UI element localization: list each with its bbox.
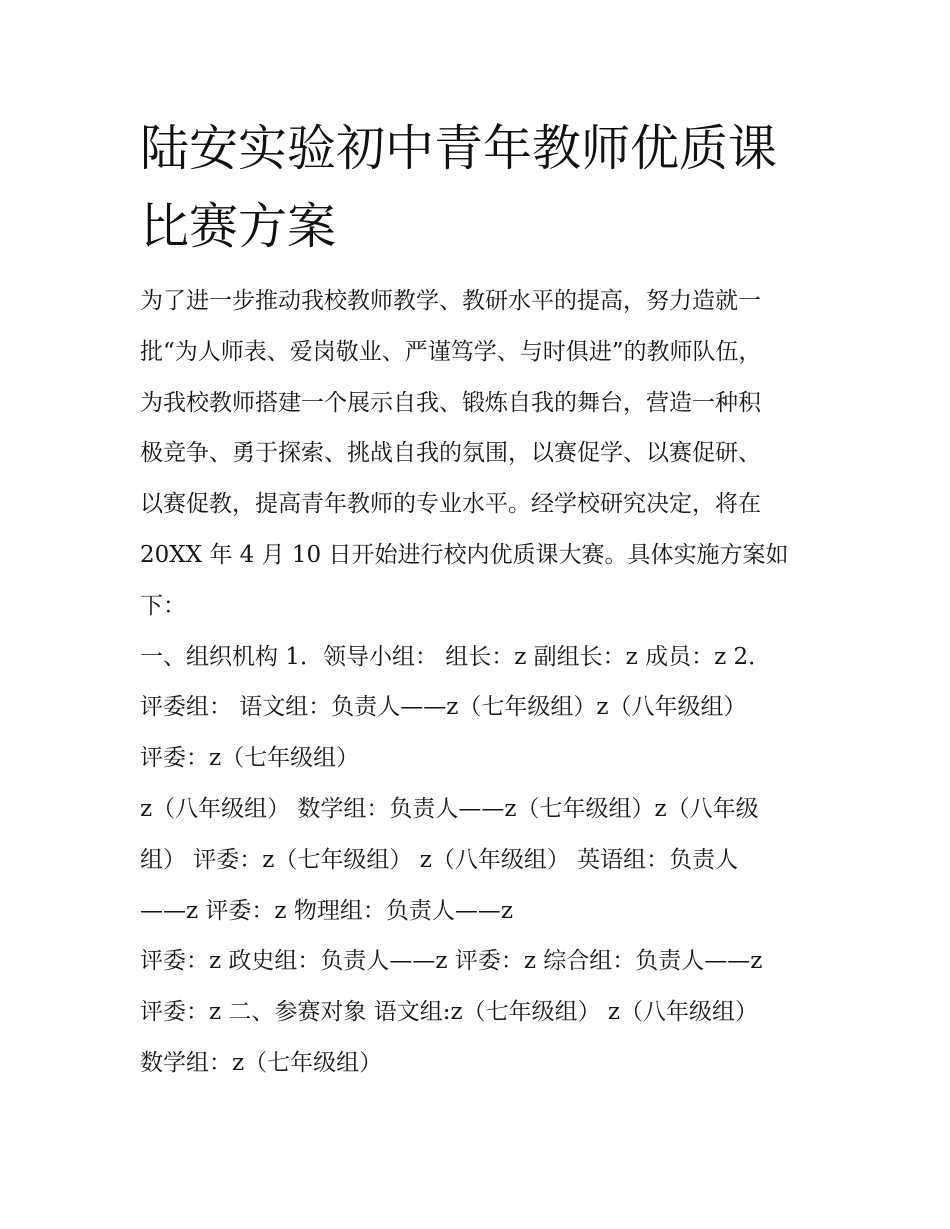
body-line: 为我校教师搭建一个展示自我、锻炼自我的舞台，营造一种积 bbox=[140, 389, 761, 416]
body-line: 下： bbox=[140, 592, 186, 619]
document-body bbox=[140, 276, 820, 1089]
body-line: z（八年级组） 数学组：负责人——z（七年级组）z（八年级 bbox=[140, 795, 759, 822]
title-line-2: 比赛方案 bbox=[140, 198, 337, 255]
body-line: 评委：z 政史组：负责人——z 评委：z 综合组：负责人——z bbox=[140, 948, 763, 975]
body-line: 极竞争、勇于探索、挑战自我的氛围，以赛促学、以赛促研、 bbox=[140, 440, 761, 467]
body-line: 20XX 年 4 月 10 日开始进行校内优质课大赛。具体实施方案如 bbox=[140, 541, 789, 568]
body-line: 评委组： 语文组：负责人——z（七年级组）z（八年级组） bbox=[140, 694, 747, 721]
body-line: 数学组：z（七年级组） bbox=[140, 1049, 383, 1076]
body-line: 批“为人师表、爱岗敬业、严谨笃学、与时俱进”的教师队伍， bbox=[140, 338, 762, 365]
body-line: ——z 评委：z 物理组：负责人——z bbox=[140, 897, 513, 924]
body-line: 以赛促教，提高青年教师的专业水平。经学校研究决定，将在 bbox=[140, 491, 761, 518]
body-line: 组） 评委：z（七年级组） z（八年级组） 英语组：负责人 bbox=[140, 846, 739, 873]
body-line: 一、组织机构 1．领导小组： 组长：z 副组长：z 成员：z 2． bbox=[140, 643, 772, 670]
body-line: 评委：z 二、参赛对象 语文组:z（七年级组） z（八年级组） bbox=[140, 999, 759, 1026]
title-line-1: 陆安实验初中青年教师优质课 bbox=[140, 120, 778, 177]
document-title bbox=[140, 110, 830, 266]
body-line: 评委：z（七年级组） bbox=[140, 745, 360, 772]
body-line: 为了进一步推动我校教师教学、教研水平的提高，努力造就一 bbox=[140, 288, 761, 314]
